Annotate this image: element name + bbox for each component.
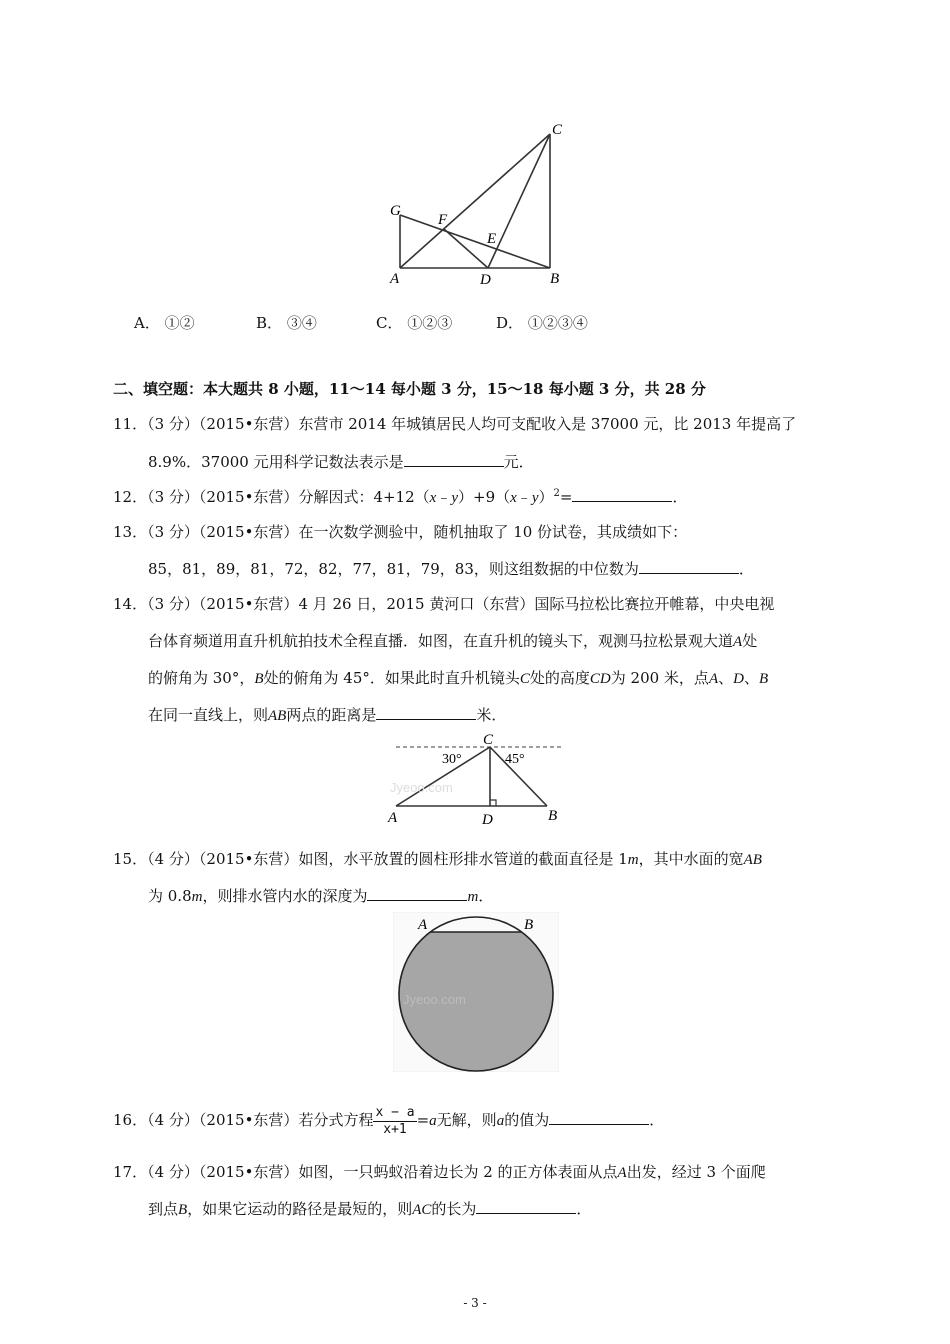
label-b: B xyxy=(548,808,558,824)
pipe-cross-section-figure xyxy=(393,912,559,1072)
geometry-figure-top xyxy=(380,118,570,288)
option-c: C． ①②③ xyxy=(376,314,453,332)
label-c: C xyxy=(483,732,494,748)
answer-blank-16[interactable] xyxy=(549,1110,649,1125)
question-17-line2: 到点B，如果它运动的路径是最短的，则AC的长为 ． xyxy=(148,1200,592,1218)
geometry-figure-q14 xyxy=(382,730,572,830)
option-d: D． ①②③④ xyxy=(496,314,588,332)
right-angle-mark xyxy=(490,800,496,806)
segment-fd xyxy=(444,229,488,268)
section-heading: 二、填空题：本大题共 8 小题，11～14 每小题 3 分，15～18 每小题 3 分，共 28 分 xyxy=(113,380,706,398)
segment-ac xyxy=(400,134,550,268)
label-f: F xyxy=(438,212,448,228)
label-c: C xyxy=(552,122,563,138)
label-b: B xyxy=(524,917,534,933)
segment-dc xyxy=(488,134,550,268)
label-a: A xyxy=(418,917,428,933)
fraction: $\frac{x - a}{x+1}$ xyxy=(375,1104,415,1137)
segment-gb xyxy=(400,215,550,268)
question-14-line3: 的俯角为 30°，B处的俯角为 45°．如果此时直升机镜头C处的高度CD为 200 米，点A、D、B xyxy=(148,669,769,687)
question-14-line4: 在同一直线上，则AB两点的距离是 米． xyxy=(148,706,507,724)
option-b: B． ③④ xyxy=(256,314,317,332)
question-17-line1: 17．（4 分）（2015•东营）如图，一只蚂蚁沿着边长为 2 的正方体表面从点A出发，经过 3 个面爬 xyxy=(113,1163,766,1181)
question-15-line2: 为 0.8m，则排水管内水的深度为 m． xyxy=(148,887,494,905)
label-d: D xyxy=(480,272,491,288)
question-11-line2: 8.9%．37000 元用科学记数法表示是 元． xyxy=(148,453,534,471)
question-14-line2: 台体育频道用直升机航拍技术全程直播．如图，在直升机的镜头下，观测马拉松景观大道A处 xyxy=(148,632,758,650)
label-a: A xyxy=(388,810,398,826)
label-g: G xyxy=(390,203,401,219)
question-15-line1: 15．（4 分）（2015•东营）如图，水平放置的圆柱形排水管道的截面直径是 1m，其中水面的宽AB xyxy=(113,850,762,868)
answer-blank-11[interactable] xyxy=(404,452,504,467)
answer-blank-17[interactable] xyxy=(476,1199,576,1214)
answer-blank-13[interactable] xyxy=(639,559,739,574)
label-30: 30° xyxy=(442,752,462,767)
question-13-line1: 13．（3 分）（2015•东营）在一次数学测验中，随机抽取了 10 份试卷，其成绩如下： xyxy=(113,523,688,541)
label-e: E xyxy=(487,231,497,247)
question-12: 12．（3 分）（2015•东营）分解因式：4+12（x﹣y）+9（x﹣y）$^2$= ． xyxy=(113,488,688,506)
watermark: Jyeoo.com xyxy=(403,992,466,1007)
label-d: D xyxy=(482,812,493,828)
label-b: B xyxy=(550,271,560,287)
answer-blank-12[interactable] xyxy=(572,487,672,502)
question-11-line1: 11．（3 分）（2015•东营）东营市 2014 年城镇居民人均可支配收入是 37000 元，比 2013 年提高了 xyxy=(113,415,797,433)
question-14-line1: 14．（3 分）（2015•东营）4 月 26 日，2015 黄河口（东营）国际马拉松比赛拉开帷幕，中央电视 xyxy=(113,595,775,613)
option-a: A． ①② xyxy=(134,314,195,332)
answer-blank-15[interactable] xyxy=(367,886,467,901)
watermark: Jyeoo.com xyxy=(390,780,453,795)
question-16: 16．（4 分）（2015•东营）若分式方程 $\frac{x - a}{x+1}$ =a无解，则a的值为 ． xyxy=(113,1104,665,1137)
question-13-line2: 85，81，89，81，72，82，77，81，79，83，则这组数据的中位数为 ． xyxy=(148,560,754,578)
answer-blank-14[interactable] xyxy=(376,705,476,720)
label-a: A xyxy=(390,271,400,287)
page-number: - 3 - xyxy=(463,1296,487,1310)
label-45: 45° xyxy=(505,752,525,767)
